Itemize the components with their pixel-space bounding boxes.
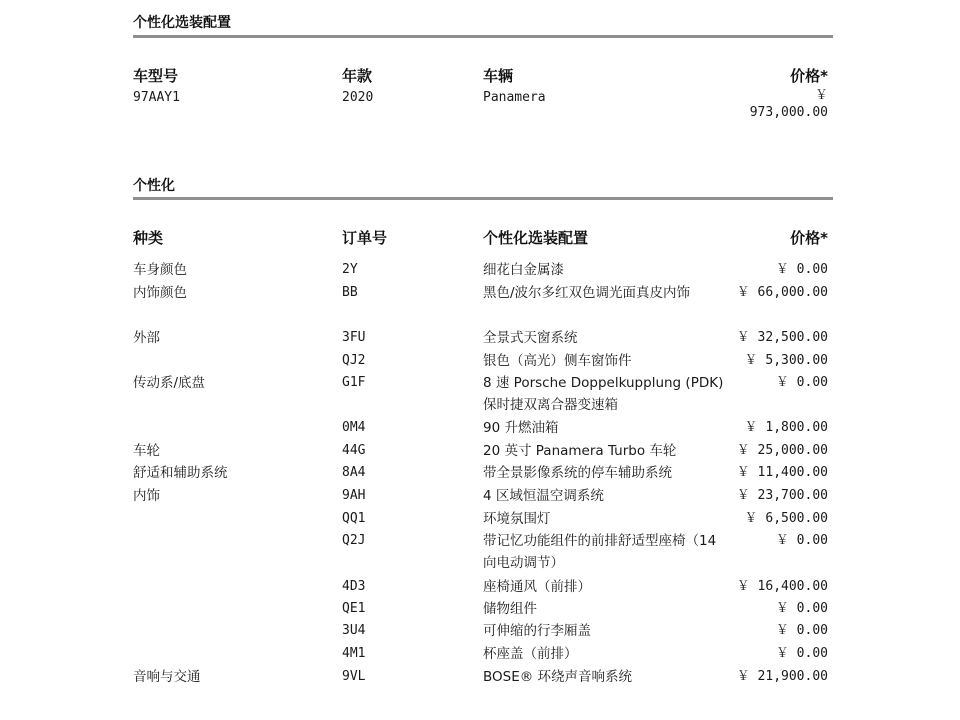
- row-description: 可伸缩的行李厢盖: [483, 623, 591, 639]
- row-price: ￥ 5,300.00: [744, 353, 828, 368]
- row-price: ￥ 0.00: [775, 533, 828, 548]
- model-code: 97AAY1: [133, 90, 180, 105]
- currency-symbol: ￥: [814, 88, 828, 103]
- header-year: 年款: [342, 67, 373, 85]
- row-description: 环境氛围灯: [483, 511, 551, 527]
- row-price: ￥ 0.00: [775, 601, 828, 616]
- row-category: 车身颜色: [133, 262, 187, 278]
- row-price: ￥ 0.00: [775, 646, 828, 661]
- row-code: QJ2: [342, 353, 366, 368]
- row-price: ￥ 66,000.00: [736, 285, 828, 300]
- row-code: 3FU: [342, 330, 366, 345]
- row-price: ￥ 23,700.00: [736, 488, 828, 503]
- row-code: QQ1: [342, 511, 366, 526]
- row-category: 舒适和辅助系统: [133, 465, 228, 481]
- section-title-personalization: 个性化: [133, 178, 175, 194]
- row-category: 内饰: [133, 488, 160, 504]
- row-description: 细花白金属漆: [483, 262, 564, 278]
- row-code: 3U4: [342, 623, 366, 638]
- row-description: 8 速 Porsche Doppelkupplung (PDK) 保时捷双离合器变速箱: [483, 375, 724, 413]
- row-category: 传动系/底盘: [133, 375, 206, 391]
- header-option-price: 价格*: [790, 229, 828, 247]
- header-price: 价格*: [790, 67, 828, 85]
- row-price: ￥ 11,400.00: [736, 465, 828, 480]
- row-category: 音响与交通: [133, 669, 201, 685]
- row-code: G1F: [342, 375, 366, 390]
- row-price: ￥ 16,400.00: [736, 579, 828, 594]
- header-vehicle: 车辆: [483, 67, 514, 85]
- row-description: 90 升燃油箱: [483, 420, 559, 436]
- row-description: 黑色/波尔多红双色调光面真皮内饰: [483, 285, 691, 301]
- row-code: 9VL: [342, 669, 366, 684]
- row-code: 8A4: [342, 465, 366, 480]
- vehicle-name: Panamera: [483, 90, 546, 105]
- row-description: 银色（高光）侧车窗饰件: [483, 353, 632, 369]
- header-option: 个性化选装配置: [483, 229, 589, 247]
- base-price-value: 973,000.00: [749, 105, 828, 120]
- row-category: 车轮: [133, 443, 160, 459]
- row-category: 内饰颜色: [133, 285, 187, 301]
- row-price: ￥ 32,500.00: [736, 330, 828, 345]
- row-description: BOSE® 环绕声音响系统: [483, 669, 633, 685]
- row-price: ￥ 0.00: [775, 375, 828, 390]
- row-description: 4 区域恒温空调系统: [483, 488, 604, 504]
- row-description: 杯座盖（前排）: [483, 646, 578, 662]
- row-price: ￥ 6,500.00: [744, 511, 828, 526]
- row-code: 0M4: [342, 420, 366, 435]
- row-description: 带全景影像系统的停车辅助系统: [483, 465, 672, 481]
- row-code: QE1: [342, 601, 366, 616]
- row-price: ￥ 25,000.00: [736, 443, 828, 458]
- row-code: 4D3: [342, 579, 366, 594]
- row-description: 储物组件: [483, 601, 537, 617]
- header-order-number: 订单号: [342, 229, 388, 247]
- section-divider: [133, 197, 833, 200]
- row-code: 9AH: [342, 488, 366, 503]
- row-code: 2Y: [342, 262, 358, 277]
- row-code: 44G: [342, 443, 366, 458]
- row-description: 座椅通风（前排）: [483, 579, 591, 595]
- model-year: 2020: [342, 90, 374, 105]
- header-category: 种类: [133, 229, 164, 247]
- row-price: ￥ 0.00: [775, 623, 828, 638]
- row-code: BB: [342, 285, 358, 300]
- row-price: ￥ 21,900.00: [736, 669, 828, 684]
- row-category: 外部: [133, 330, 160, 346]
- row-code: Q2J: [342, 533, 366, 548]
- row-description: 全景式天窗系统: [483, 330, 578, 346]
- row-description: 20 英寸 Panamera Turbo 车轮: [483, 443, 677, 459]
- section-divider: [133, 35, 833, 38]
- row-price: ￥ 1,800.00: [744, 420, 828, 435]
- row-code: 4M1: [342, 646, 366, 661]
- header-model: 车型号: [133, 67, 179, 85]
- section-title-options: 个性化选装配置: [133, 15, 231, 31]
- row-description: 带记忆功能组件的前排舒适型座椅（14 向电动调节）: [483, 533, 717, 571]
- base-price: [750, 87, 828, 121]
- row-price: ￥ 0.00: [775, 262, 828, 277]
